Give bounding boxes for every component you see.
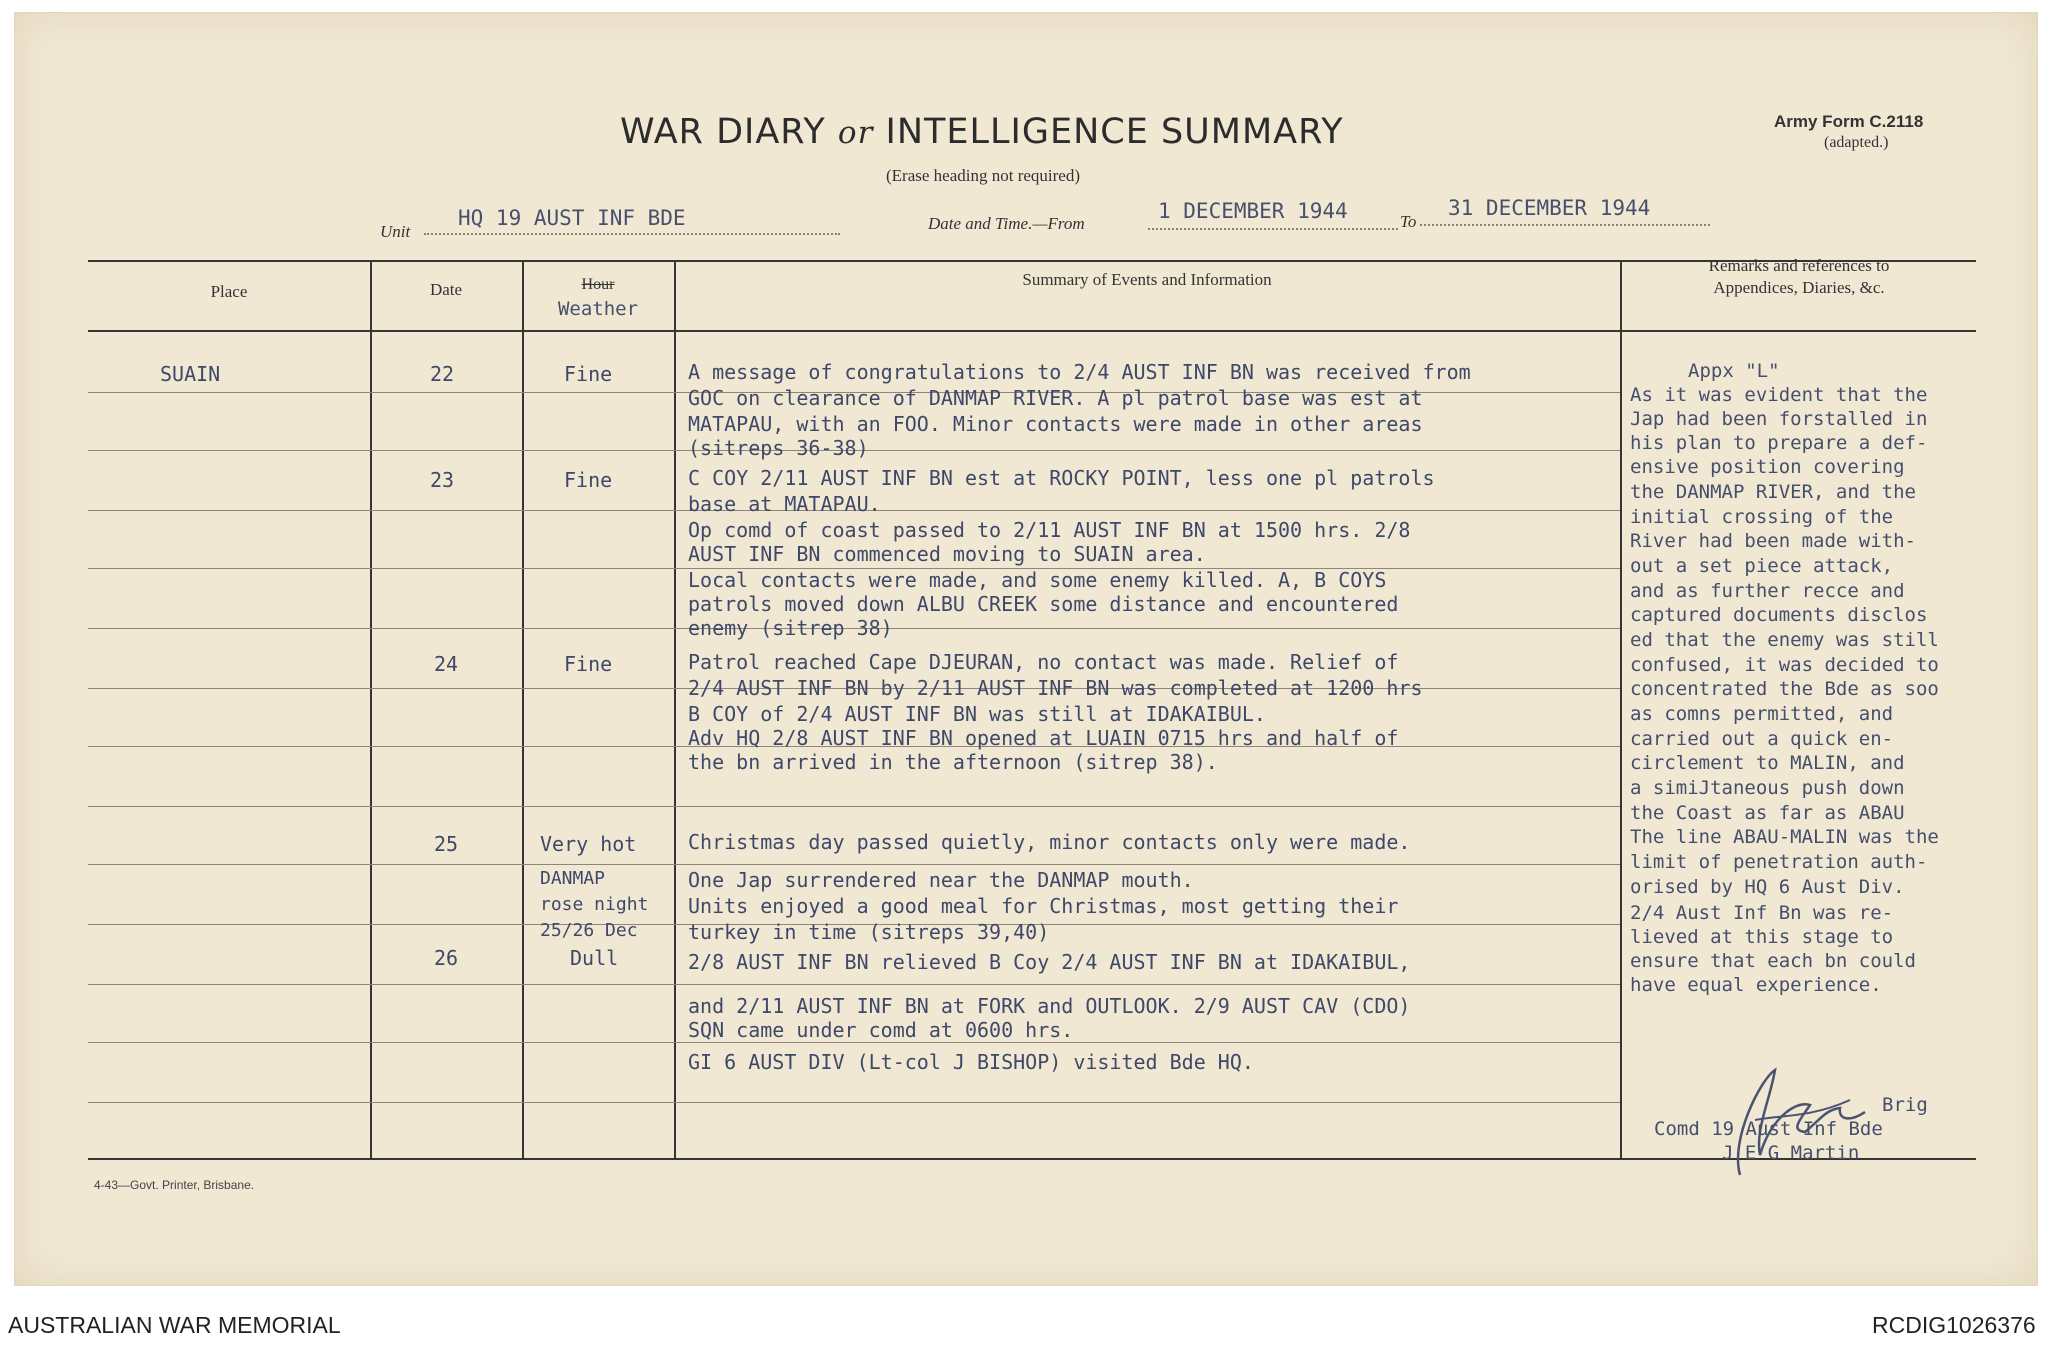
summary-line: GOC on clearance of DANMAP RIVER. A pl patrol base was est at bbox=[688, 386, 1423, 410]
remark-line: initial crossing of the bbox=[1630, 506, 1894, 528]
col-place: Place bbox=[210, 282, 248, 301]
col-summary: Summary of Events and Information bbox=[1022, 270, 1272, 289]
weather-25-note-3: 25/26 Dec bbox=[540, 920, 638, 941]
summary-line: C COY 2/11 AUST INF BN est at ROCKY POINT, less one pl patrols bbox=[688, 466, 1435, 490]
summary-line: MATAPAU, with an FOO. Minor contacts were made in other areas bbox=[688, 412, 1423, 436]
summary-line: and 2/11 AUST INF BN at FORK and OUTLOOK. 2/9 AUST CAV (CDO) bbox=[688, 994, 1411, 1018]
summary-line: GI 6 AUST DIV (Lt-col J BISHOP) visited Bde HQ. bbox=[688, 1050, 1254, 1074]
remark-line: 2/4 Aust Inf Bn was re- bbox=[1630, 902, 1894, 924]
remark-line: confused, it was decided to bbox=[1630, 654, 1939, 676]
summary-line: Units enjoyed a good meal for Christmas, most getting their bbox=[688, 894, 1399, 918]
remark-line: out a set piece attack, bbox=[1630, 555, 1894, 577]
to-label: To bbox=[1400, 212, 1417, 231]
summary-line: enemy (sitrep 38) bbox=[688, 616, 893, 640]
date-25: 25 bbox=[434, 832, 459, 856]
weather-24: Fine bbox=[564, 652, 613, 676]
date-26: 26 bbox=[434, 946, 459, 970]
summary-line: AUST INF BN commenced moving to SUAIN area. bbox=[688, 542, 1206, 566]
col-hour: Hour bbox=[581, 276, 615, 293]
remark-line: lieved at this stage to bbox=[1630, 926, 1894, 948]
remark-line: ensure that each bn could bbox=[1630, 950, 1916, 972]
remark-line: captured documents disclos bbox=[1630, 604, 1928, 626]
col-date: Date bbox=[429, 280, 463, 299]
weather-22: Fine bbox=[564, 362, 613, 386]
remark-line: The line ABAU-MALIN was the bbox=[1630, 826, 1939, 848]
date-24: 24 bbox=[434, 652, 459, 676]
remark-line: River had been made with- bbox=[1630, 530, 1916, 552]
summary-line: turkey in time (sitreps 39,40) bbox=[688, 920, 1050, 944]
summary-line: Christmas day passed quietly, minor contacts only were made. bbox=[688, 830, 1411, 854]
remark-line: as comns permitted, and bbox=[1630, 703, 1894, 725]
summary-line: Local contacts were made, and some enemy killed. A, B COYS bbox=[688, 568, 1387, 592]
page-subtitle: (Erase heading not required) bbox=[886, 166, 1080, 185]
summary-line: SQN came under comd at 0600 hrs. bbox=[688, 1018, 1074, 1042]
col-remarks-2: Appendices, Diaries, &c. bbox=[1713, 278, 1885, 297]
col-remarks-1: Remarks and references to bbox=[1708, 256, 1890, 275]
place-suain: SUAIN bbox=[160, 362, 221, 386]
col-weather: Weather bbox=[557, 298, 639, 320]
remark-line: As it was evident that the bbox=[1630, 384, 1928, 406]
signature-name: J E G Martin bbox=[1722, 1142, 1860, 1164]
remark-line: have equal experience. bbox=[1630, 974, 1882, 996]
form-adapted: (adapted.) bbox=[1824, 134, 1889, 151]
summary-line: A message of congratulations to 2/4 AUST INF BN was received from bbox=[688, 360, 1471, 384]
form-number: Army Form C.2118 bbox=[1774, 112, 1924, 131]
remark-line: concentrated the Bde as soo bbox=[1630, 678, 1939, 700]
weather-26: Dull bbox=[570, 946, 619, 970]
remark-line: a simiJtaneous push down bbox=[1630, 777, 1905, 799]
weather-25: Very hot bbox=[540, 832, 637, 856]
summary-line: 2/4 AUST INF BN by 2/11 AUST INF BN was completed at 1200 hrs bbox=[688, 676, 1423, 700]
summary-line: Op comd of coast passed to 2/11 AUST INF BN at 1500 hrs. 2/8 bbox=[688, 518, 1411, 542]
remark-line: Jap had been forstalled in bbox=[1630, 408, 1928, 430]
date-23: 23 bbox=[430, 468, 455, 492]
page-title: WAR DIARY or INTELLIGENCE SUMMARY bbox=[620, 112, 1344, 152]
remark-line: and as further recce and bbox=[1630, 580, 1905, 602]
signature-rank: Brig bbox=[1882, 1094, 1928, 1116]
footer-institution: AUSTRALIAN WAR MEMORIAL bbox=[8, 1312, 341, 1338]
summary-line: Patrol reached Cape DJEURAN, no contact was made. Relief of bbox=[688, 650, 1399, 674]
summary-line: Adv HQ 2/8 AUST INF BN opened at LUAIN 0715 hrs and half of bbox=[688, 726, 1399, 750]
signature-command: Comd 19 Aust Inf Bde bbox=[1654, 1118, 1883, 1140]
appendix-reference: Appx "L" bbox=[1688, 360, 1780, 382]
unit-value: HQ 19 AUST INF BDE bbox=[458, 206, 686, 230]
date-from: 1 DECEMBER 1944 bbox=[1158, 199, 1348, 223]
summary-line: patrols moved down ALBU CREEK some distance and encountered bbox=[688, 592, 1399, 616]
remark-line: the DANMAP RIVER, and the bbox=[1630, 481, 1916, 503]
summary-line: 2/8 AUST INF BN relieved B Coy 2/4 AUST INF BN at IDAKAIBUL, bbox=[688, 950, 1411, 974]
remark-line: the Coast as far as ABAU bbox=[1630, 802, 1905, 824]
footer-identifier: RCDIG1026376 bbox=[1872, 1312, 2036, 1338]
summary-line: One Jap surrendered near the DANMAP mouth. bbox=[688, 868, 1194, 892]
remark-line: orised by HQ 6 Aust Div. bbox=[1630, 876, 1905, 898]
weather-23: Fine bbox=[564, 468, 613, 492]
remark-line: his plan to prepare a def- bbox=[1630, 432, 1928, 454]
remark-line: limit of penetration auth- bbox=[1630, 851, 1928, 873]
weather-25-note-1: DANMAP bbox=[540, 868, 606, 889]
summary-line: base at MATAPAU. bbox=[688, 492, 881, 516]
printer-imprint: 4-43—Govt. Printer, Brisbane. bbox=[94, 1178, 255, 1192]
summary-line: the bn arrived in the afternoon (sitrep 38). bbox=[688, 750, 1218, 774]
unit-label: Unit bbox=[380, 222, 411, 241]
remark-line: circlement to MALIN, and bbox=[1630, 752, 1905, 774]
weather-25-note-2: rose night bbox=[540, 894, 649, 915]
summary-line: (sitreps 36-38) bbox=[688, 436, 869, 460]
date-22: 22 bbox=[430, 362, 455, 386]
remark-line: ensive position covering bbox=[1630, 456, 1905, 478]
remark-line: ed that the enemy was still bbox=[1630, 629, 1939, 651]
date-label: Date and Time.—From bbox=[928, 214, 1085, 233]
summary-line: B COY of 2/4 AUST INF BN was still at IDAKAIBUL. bbox=[688, 702, 1266, 726]
remark-line: carried out a quick en- bbox=[1630, 728, 1894, 750]
date-to: 31 DECEMBER 1944 bbox=[1448, 196, 1651, 220]
